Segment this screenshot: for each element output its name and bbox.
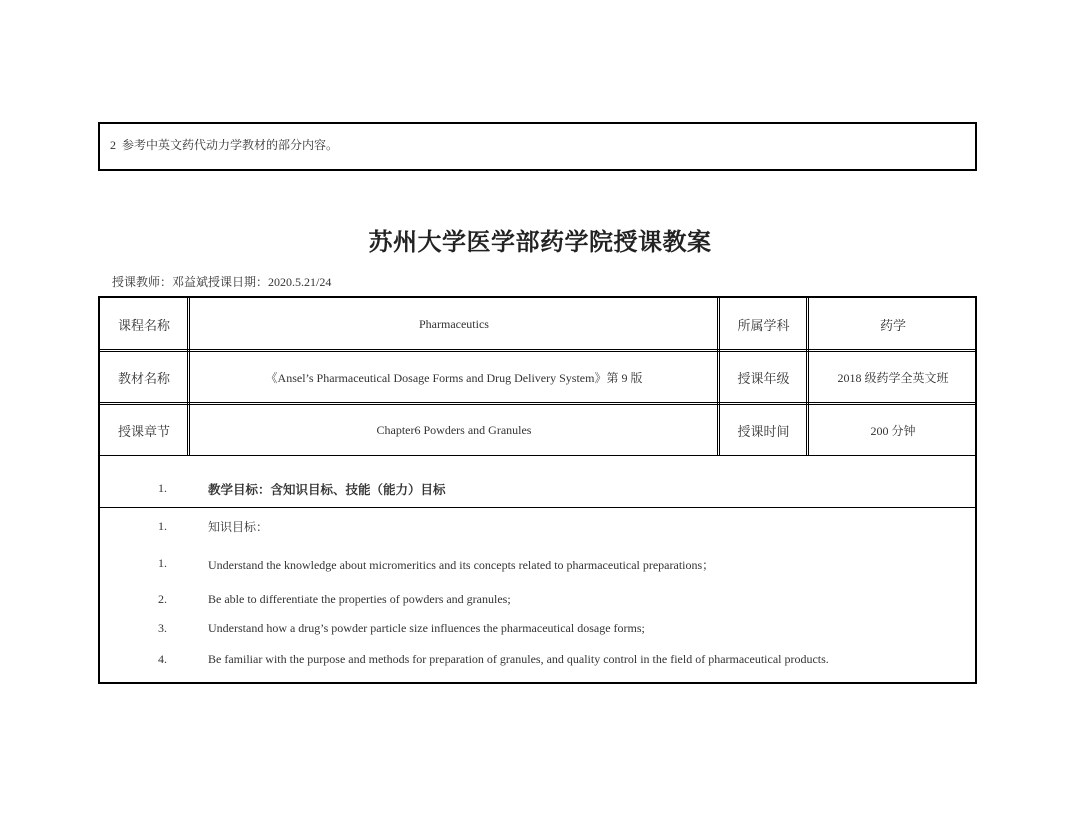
page-title: 苏州大学医学部药学院授课教案: [368, 228, 712, 256]
objective-number: 4.: [158, 652, 167, 666]
section-heading-number: 1.: [158, 481, 167, 495]
objective-item: Understand the knowledge about micromeritics and its concepts related to pharmaceutical preparations；: [208, 558, 715, 572]
objective-number: 3.: [158, 621, 167, 635]
duration-label: 授课时间: [737, 424, 790, 440]
textbook-value: 《Ansel’s Pharmaceutical Dosage Forms and Drug Delivery System》第 9 版: [265, 371, 643, 385]
discipline-value: 药学: [879, 318, 906, 334]
section-heading: 教学目标：含知识目标、技能（能力）目标: [208, 482, 446, 497]
chapter-label: 授课章节: [117, 424, 170, 440]
grade-value: 2018 级药学全英文班: [837, 371, 949, 385]
teacher-label: 授课教师：邓益斌授课日期：: [112, 275, 269, 289]
objective-item: Understand how a drug’s powder particle size influences the pharmaceutical dosage forms;: [208, 621, 645, 635]
teacher-date-line: [112, 273, 331, 290]
row-divider: [100, 507, 977, 508]
knowledge-objectives-heading: 知识目标：: [208, 520, 269, 534]
reference-note-text: 参考中英文药代动力学教材的部分内容。: [122, 138, 339, 152]
reference-note-box: [98, 122, 977, 171]
course-name-label-cell: [100, 298, 188, 350]
textbook-label-cell: [100, 352, 188, 403]
duration-value: 200 分钟: [870, 423, 916, 438]
chapter-value: Chapter6 Powders and Granules: [376, 422, 532, 437]
lesson-date: 2020.5.21/24: [268, 275, 332, 289]
discipline-label-cell: [720, 298, 807, 350]
discipline-value-cell: [809, 298, 977, 350]
chapter-value-cell: [190, 405, 718, 455]
textbook-value-cell: [190, 352, 718, 403]
grade-value-cell: [809, 352, 977, 403]
discipline-label: 所属学科: [737, 318, 790, 334]
subheading-number: 1.: [158, 519, 167, 533]
objective-item: Be able to differentiate the properties of powders and granules;: [208, 592, 511, 606]
reference-note-number: 2: [110, 138, 116, 152]
objective-item: Be familiar with the purpose and methods for preparation of granules, and quality control in the field of pharmaceutical products.: [208, 652, 829, 666]
row-divider: [100, 455, 977, 456]
objective-number: 2.: [158, 592, 167, 606]
grade-label-cell: [720, 352, 807, 403]
chapter-label-cell: [100, 405, 188, 455]
course-name-value-cell: [190, 298, 718, 350]
grade-label: 授课年级: [737, 372, 790, 387]
objective-number: 1.: [158, 556, 167, 570]
course-name-label: 课程名称: [117, 318, 170, 334]
lesson-plan-table: [98, 296, 977, 684]
course-name-value: Pharmaceutics: [419, 316, 489, 331]
reference-note: [110, 136, 338, 153]
textbook-label: 教材名称: [117, 372, 170, 387]
duration-value-cell: [809, 405, 977, 455]
duration-label-cell: [720, 405, 807, 455]
